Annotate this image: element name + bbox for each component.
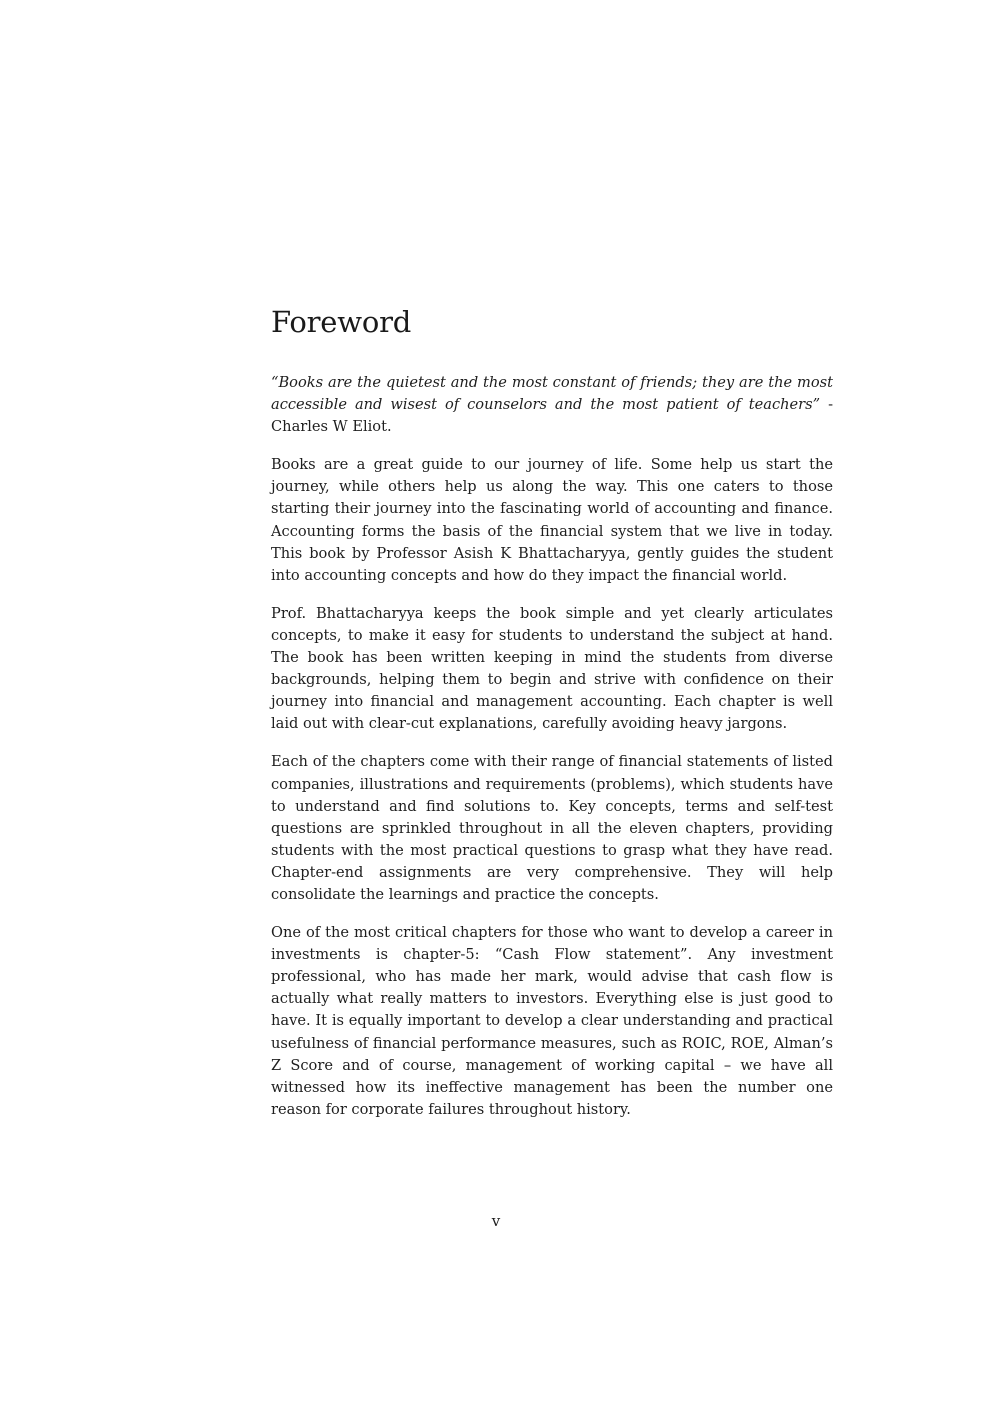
paragraph: One of the most critical chapters for those who want to develop a career in investments is chapter-5: “Cash Flow statement”. Any investment professional, who has made her mark, would advise that cash flow is actually what really matters to investors. Everything else is just good to have. It is equally important to develop a clear understanding and practical usefulness of financial performance measures, such as ROIC, ROE, Alman’s Z Score and of course, management of working capital – we have all witnessed how its ineffective management has been the number one reason for corporate failures throughout history.: [271, 924, 833, 1118]
paragraph: Books are a great guide to our journey of life. Some help us start the journey, while others help us along the way. This one caters to those starting their journey into the fascinating world of accounting and finance. Accounting forms the basis of the financial system that we live in today. This book by Professor Asish K Bhattacharyya, gently guides the student into accounting concepts and how do they impact the financial world.: [271, 456, 833, 584]
epigraph-attribution: -Charles W Eliot.: [271, 396, 833, 436]
page-title: Foreword: [271, 305, 412, 339]
epigraph-quote: “Books are the quietest and the most constant of friends; they are the most accessible and wisest of counselors and the most patient of teachers”: [271, 374, 833, 414]
page-content: [271, 300, 833, 1121]
epigraph: [271, 372, 833, 438]
paragraph: Each of the chapters come with their range of financial statements of listed companies, illustrations and requirements (problems), which students have to understand and find solutions to. Key concepts, terms and self-test questions are sprinkled throughout in all the eleven chapters, providing students with the most practical questions to grasp what they have read. Chapter-end assignments are very comprehensive. They will help consolidate the learnings and practice the concepts.: [271, 753, 833, 903]
page-number: v: [491, 1212, 501, 1230]
paragraph: Prof. Bhattacharyya keeps the book simple and yet clearly articulates concepts, to make it easy for students to understand the subject at hand. The book has been written keeping in mind the students from diverse backgrounds, helping them to begin and strive with confidence on their journey into financial and management accounting. Each chapter is well laid out with clear-cut explanations, carefully avoiding heavy jargons.: [271, 604, 833, 733]
